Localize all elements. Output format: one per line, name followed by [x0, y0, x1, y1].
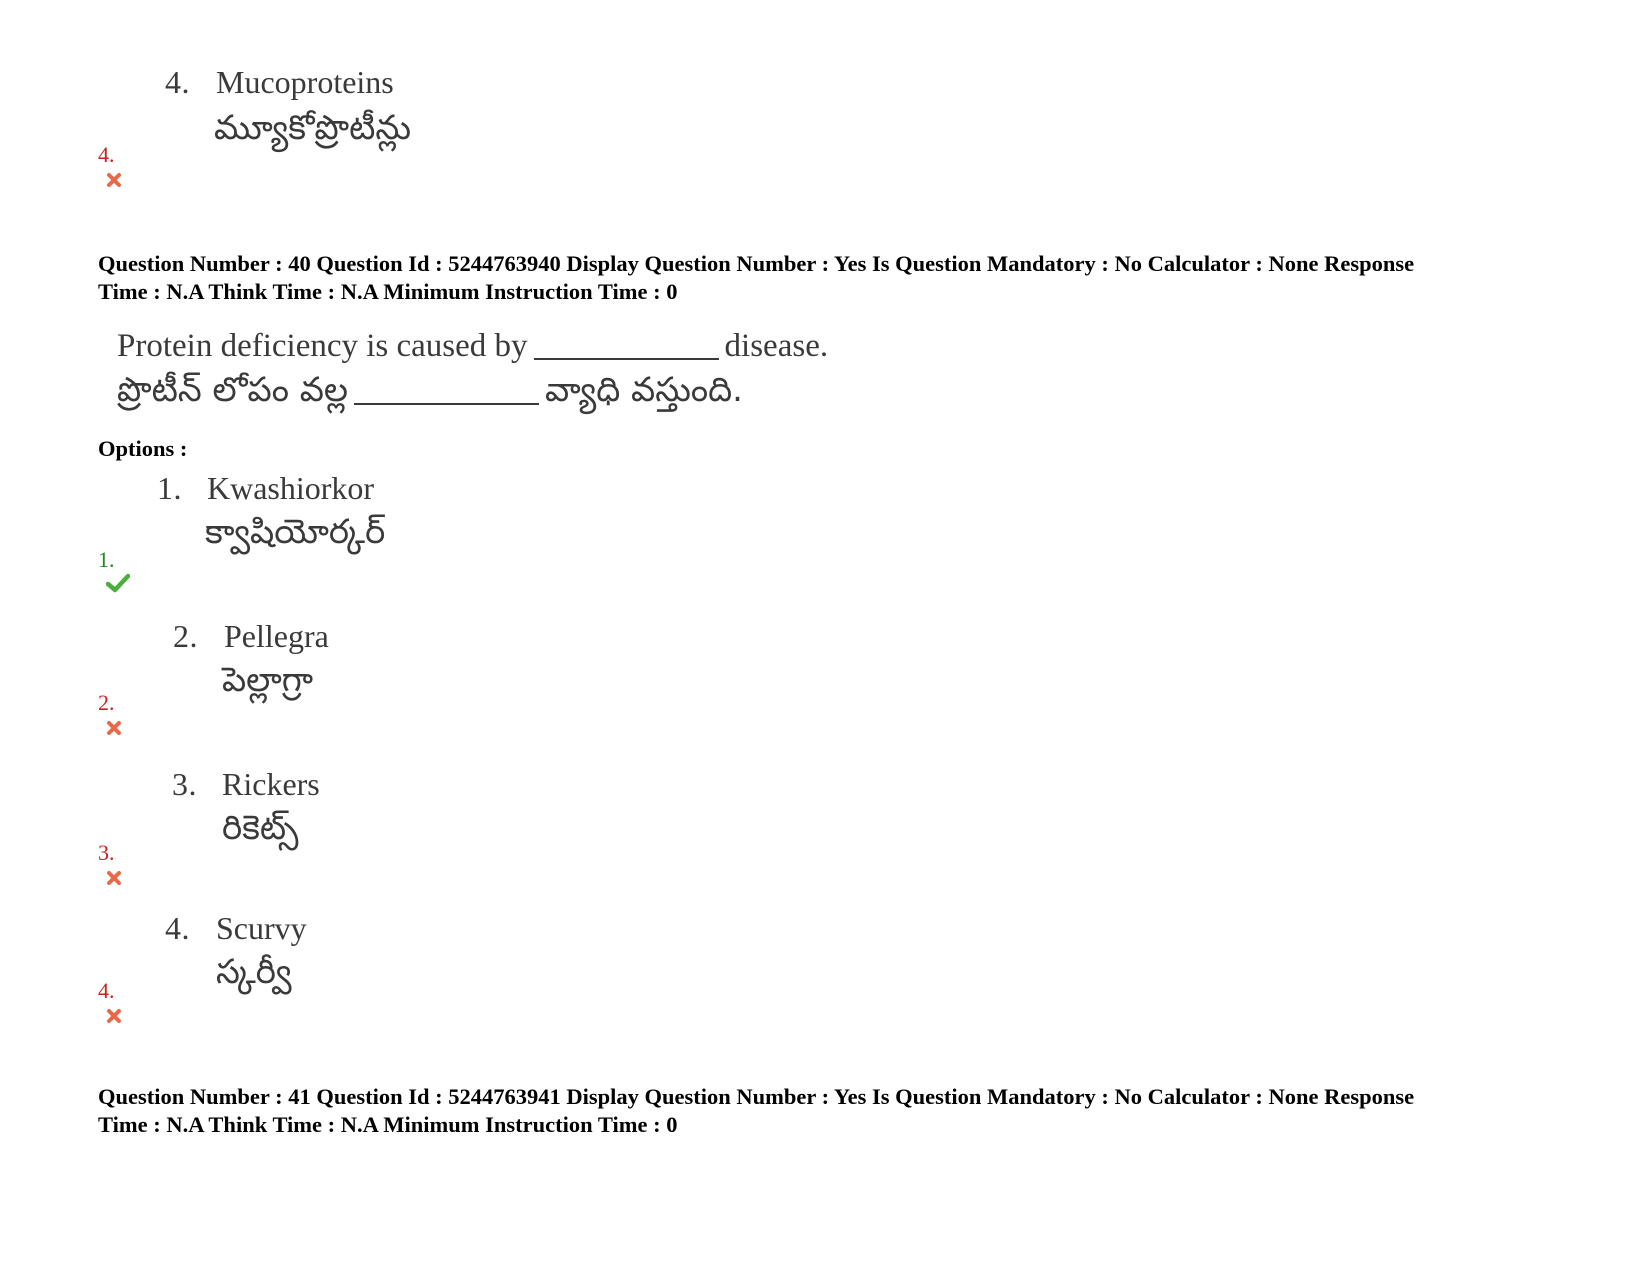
marker-number: 3.	[98, 840, 115, 865]
question-40-meta	[98, 250, 1568, 306]
option-english: Pellegra	[224, 618, 329, 654]
options-label: Options :	[98, 436, 188, 461]
option-telugu: రికెట్స్	[222, 808, 299, 848]
question-text-telugu	[117, 370, 743, 418]
question-te-after: వ్యాధి వస్తుంది.	[545, 370, 743, 410]
question-en-before: Protein deficiency is caused by	[117, 328, 528, 364]
question-41-meta	[98, 1083, 1568, 1139]
option-marker	[98, 142, 122, 196]
option-number: 4.	[165, 64, 190, 100]
option-english: Scurvy	[216, 910, 307, 946]
cross-icon	[106, 1004, 122, 1030]
answer-blank	[354, 403, 539, 405]
option-number: 4.	[165, 910, 190, 946]
meta-line-2: Time : N.A Think Time : N.A Minimum Instruction Time : 0	[98, 1112, 678, 1137]
question-te-before: ప్రొటీన్ లోపం వల్ల	[117, 370, 349, 410]
meta-line-1: Question Number : 41 Question Id : 5244763941 Display Question Number : Yes Is Question Mandatory : No Calculator : None Response	[98, 1084, 1415, 1109]
option-english: Mucoproteins	[216, 64, 394, 100]
meta-line-1: Question Number : 40 Question Id : 5244763940 Display Question Number : Yes Is Question Mandatory : No Calculator : None Response	[98, 251, 1415, 276]
cross-icon	[106, 168, 122, 194]
option-number: 2.	[173, 618, 198, 654]
option-number: 3.	[172, 766, 197, 802]
question-en-after: disease.	[724, 328, 829, 364]
question-text-english	[117, 328, 828, 365]
option-english: Rickers	[222, 766, 320, 802]
marker-number: 1.	[98, 547, 115, 572]
option-telugu: పెల్లాగ్రా	[222, 660, 314, 700]
answer-blank	[534, 358, 719, 360]
check-icon	[106, 573, 130, 599]
option-marker	[98, 978, 122, 1032]
option-telugu: క్వాషియోర్కర్	[205, 512, 386, 552]
option-marker	[98, 547, 130, 601]
marker-number: 2.	[98, 690, 115, 715]
option-number: 1.	[157, 470, 182, 506]
marker-number: 4.	[98, 978, 115, 1003]
cross-icon	[106, 866, 122, 892]
option-telugu: మ్యూకోప్రొటీన్లు	[214, 108, 411, 148]
option-marker	[98, 840, 122, 894]
option-telugu: స్కర్వీ	[216, 952, 292, 992]
marker-number: 4.	[98, 142, 115, 167]
meta-line-2: Time : N.A Think Time : N.A Minimum Instruction Time : 0	[98, 279, 678, 304]
option-marker	[98, 690, 122, 744]
option-english: Kwashiorkor	[207, 470, 375, 506]
cross-icon	[106, 716, 122, 742]
